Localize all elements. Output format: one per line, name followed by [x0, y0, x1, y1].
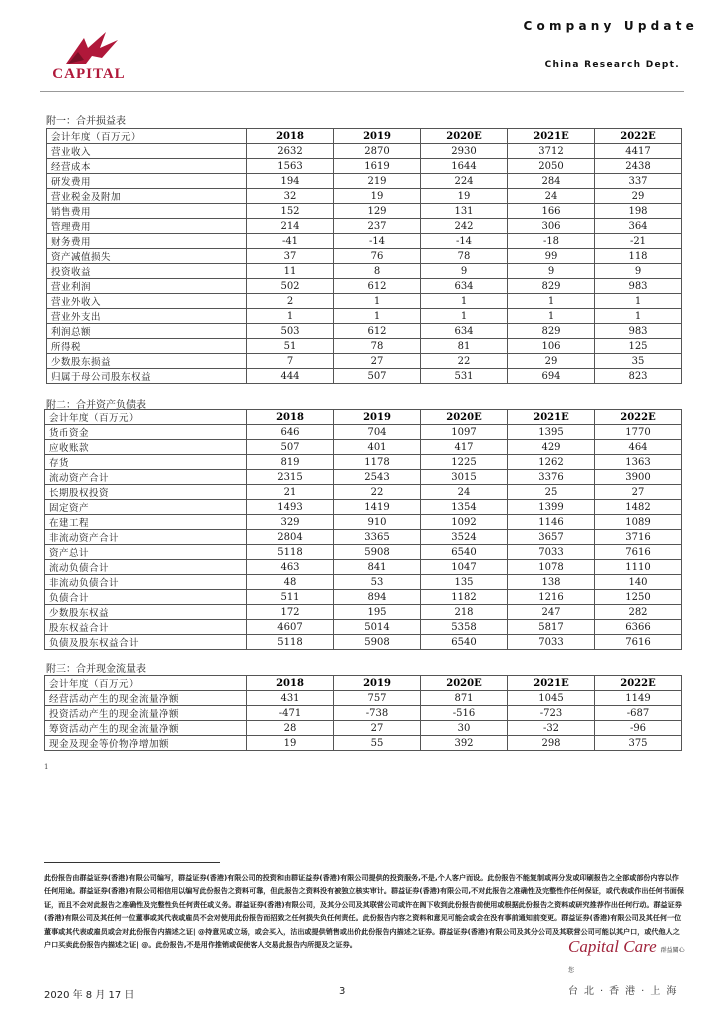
row-label-cell: 投资收益	[47, 264, 247, 279]
value-cell: 910	[334, 515, 421, 530]
value-cell: 392	[421, 736, 508, 751]
value-cell: 1097	[421, 425, 508, 440]
value-cell: 1	[595, 309, 682, 324]
value-cell: 1482	[595, 500, 682, 515]
value-cell: 8	[334, 264, 421, 279]
value-cell: 1644	[421, 159, 508, 174]
value-cell: 6540	[421, 635, 508, 650]
value-cell: 1078	[508, 560, 595, 575]
disclaimer-text: 此份报告由群益证券(香港)有限公司编写，群益证券(香港)有限公司的投资和由群证益券(香港)有限公司提供的投资服务,不是,个人客户而设。此份报告不能复制或再分发或印刷报告之全部或部份内容以作任何用途。群益证券(香港)有限公司相信用以编写此份报告之资料可靠，但此报告之资料没有被独立核实审计。群益证券(香港)有限公司,不对此报告之准确性及完整性作任何保证，或代表或作出任何书面保证，而且不会对此报告之准确性及完整性负任何责任或义务。群益证券(香港)有限公司，及其分公司及其联营公司或许在阁下收到此份报告前使用或根据此份报告之资料或研究推荐作出任何行动。群益证券(香港)有限公司及其任何一位董事或其代表或雇员不会对使用此份报告而招致之任何损失负任何责任。此份报告内容之资料和意见可能会或会在没有事前通知前变更。群益证券(香港)有限公司及其任何一位董事或其代表或雇员或会对此份报告内描述之证| @持意见或立场，或会买入，沽出或提供销售或出价此份报告内描述之证券。群益证券(香港)有限公司及其分公司及其联营公司可能以其户口，或代他人之户口买卖此份报告内描述之证| @。此份报告,不是用作推销或促使客人交易此报告内所提及之证券。	[44, 873, 684, 950]
header-year-cell: 2022E	[595, 129, 682, 144]
value-cell: 140	[595, 575, 682, 590]
row-label-cell: 应收账款	[45, 440, 247, 455]
table-row	[47, 219, 682, 234]
value-cell: 531	[421, 369, 508, 384]
value-cell: 894	[334, 590, 421, 605]
row-label-cell: 固定资产	[45, 500, 247, 515]
row-label-cell: 非流动资产合计	[45, 530, 247, 545]
value-cell: 35	[595, 354, 682, 369]
value-cell: -18	[508, 234, 595, 249]
value-cell: -14	[334, 234, 421, 249]
balance-sheet-table	[44, 409, 682, 650]
value-cell: 5817	[508, 620, 595, 635]
value-cell: 3376	[508, 470, 595, 485]
page-number: 3	[339, 986, 346, 997]
table-row	[47, 294, 682, 309]
value-cell: 25	[508, 485, 595, 500]
value-cell: 5118	[247, 635, 334, 650]
value-cell: 503	[247, 324, 334, 339]
table-row	[45, 575, 682, 590]
value-cell: 32	[247, 189, 334, 204]
value-cell: 983	[595, 324, 682, 339]
value-cell: 871	[421, 691, 508, 706]
value-cell: 29	[508, 354, 595, 369]
value-cell: 5014	[334, 620, 421, 635]
row-label-cell: 负债合计	[45, 590, 247, 605]
value-cell: 1089	[595, 515, 682, 530]
value-cell: 78	[421, 249, 508, 264]
brand-script: Capital Care	[568, 937, 657, 956]
value-cell: 1395	[508, 425, 595, 440]
value-cell: 247	[508, 605, 595, 620]
table-row	[47, 324, 682, 339]
row-label-cell: 少数股东损益	[47, 354, 247, 369]
value-cell: 2	[247, 294, 334, 309]
table-row	[45, 635, 682, 650]
header-year-cell: 2021E	[508, 676, 595, 691]
value-cell: 983	[595, 279, 682, 294]
table-row	[47, 159, 682, 174]
header-label-cell: 会计年度（百万元）	[45, 676, 247, 691]
value-cell: 76	[334, 249, 421, 264]
row-label-cell: 筹资活动产生的现金流量净额	[45, 721, 247, 736]
value-cell: 612	[334, 279, 421, 294]
value-cell: 823	[595, 369, 682, 384]
table-row	[45, 440, 682, 455]
capital-care-brand	[568, 937, 686, 997]
value-cell: 7616	[595, 635, 682, 650]
header-year-cell: 2020E	[421, 129, 508, 144]
row-label-cell: 营业税金及附加	[47, 189, 247, 204]
value-cell: 242	[421, 219, 508, 234]
value-cell: 401	[334, 440, 421, 455]
row-label-cell: 非流动负债合计	[45, 575, 247, 590]
row-label-cell: 存货	[45, 455, 247, 470]
row-label-cell: 研发费用	[47, 174, 247, 189]
value-cell: 463	[247, 560, 334, 575]
value-cell: 757	[334, 691, 421, 706]
table-header-row	[45, 410, 682, 425]
value-cell: 6366	[595, 620, 682, 635]
value-cell: 53	[334, 575, 421, 590]
value-cell: 28	[247, 721, 334, 736]
table-row	[47, 354, 682, 369]
value-cell: 131	[421, 204, 508, 219]
value-cell: 27	[334, 721, 421, 736]
cashflow-statement-title: 附三：合并现金流量表	[46, 664, 146, 675]
value-cell: 2315	[247, 470, 334, 485]
table-row	[47, 309, 682, 324]
header-year-cell: 2018	[247, 676, 334, 691]
value-cell: 4417	[595, 144, 682, 159]
value-cell: 1	[421, 309, 508, 324]
value-cell: 646	[247, 425, 334, 440]
value-cell: 634	[421, 324, 508, 339]
header-year-cell: 2020E	[421, 676, 508, 691]
value-cell: 118	[595, 249, 682, 264]
table-row	[45, 425, 682, 440]
value-cell: 224	[421, 174, 508, 189]
value-cell: 218	[421, 605, 508, 620]
value-cell: 431	[247, 691, 334, 706]
table-row	[45, 545, 682, 560]
value-cell: 1092	[421, 515, 508, 530]
value-cell: 429	[508, 440, 595, 455]
value-cell: 1	[334, 294, 421, 309]
value-cell: 464	[595, 440, 682, 455]
value-cell: 1	[595, 294, 682, 309]
capital-logo	[44, 30, 134, 82]
value-cell: 5118	[247, 545, 334, 560]
value-cell: 375	[595, 736, 682, 751]
value-cell: 1047	[421, 560, 508, 575]
value-cell: 7033	[508, 545, 595, 560]
value-cell: 1419	[334, 500, 421, 515]
value-cell: -738	[334, 706, 421, 721]
table-row	[45, 455, 682, 470]
value-cell: 7616	[595, 545, 682, 560]
row-label-cell: 负债及股东权益合计	[45, 635, 247, 650]
value-cell: 694	[508, 369, 595, 384]
value-cell: 1	[334, 309, 421, 324]
value-cell: 22	[421, 354, 508, 369]
header-year-cell: 2019	[334, 410, 421, 425]
row-label-cell: 股东权益合计	[45, 620, 247, 635]
table-row	[45, 530, 682, 545]
table-row	[45, 515, 682, 530]
value-cell: 1	[421, 294, 508, 309]
value-cell: 1178	[334, 455, 421, 470]
table-header-row	[47, 129, 682, 144]
value-cell: 21	[247, 485, 334, 500]
value-cell: 1216	[508, 590, 595, 605]
header-year-cell: 2018	[247, 410, 334, 425]
value-cell: 337	[595, 174, 682, 189]
value-cell: 2632	[247, 144, 334, 159]
row-label-cell: 利润总额	[47, 324, 247, 339]
table-row	[47, 264, 682, 279]
value-cell: 3524	[421, 530, 508, 545]
row-label-cell: 归属于母公司股东权益	[47, 369, 247, 384]
row-label-cell: 营业利润	[47, 279, 247, 294]
header-year-cell: 2019	[334, 676, 421, 691]
value-cell: 507	[247, 440, 334, 455]
value-cell: 195	[334, 605, 421, 620]
value-cell: 3657	[508, 530, 595, 545]
value-cell: 125	[595, 339, 682, 354]
value-cell: 1182	[421, 590, 508, 605]
table-row	[47, 234, 682, 249]
value-cell: 1225	[421, 455, 508, 470]
value-cell: 81	[421, 339, 508, 354]
row-label-cell: 少数股东权益	[45, 605, 247, 620]
table-row	[45, 470, 682, 485]
brand-slogan: 群益關心您	[568, 947, 685, 974]
logo-text: CAPITAL	[52, 66, 126, 82]
value-cell: 841	[334, 560, 421, 575]
value-cell: 507	[334, 369, 421, 384]
value-cell: 1619	[334, 159, 421, 174]
row-label-cell: 流动负债合计	[45, 560, 247, 575]
value-cell: 6540	[421, 545, 508, 560]
value-cell: 5908	[334, 545, 421, 560]
value-cell: -96	[595, 721, 682, 736]
value-cell: 1	[508, 294, 595, 309]
value-cell: 417	[421, 440, 508, 455]
value-cell: 11	[247, 264, 334, 279]
value-cell: 1250	[595, 590, 682, 605]
value-cell: 1110	[595, 560, 682, 575]
value-cell: 3716	[595, 530, 682, 545]
value-cell: -41	[247, 234, 334, 249]
value-cell: 3015	[421, 470, 508, 485]
header-year-cell: 2021E	[508, 129, 595, 144]
table-row	[45, 691, 682, 706]
row-label-cell: 货币资金	[45, 425, 247, 440]
row-label-cell: 资产总计	[45, 545, 247, 560]
value-cell: 3365	[334, 530, 421, 545]
value-cell: 1770	[595, 425, 682, 440]
value-cell: 829	[508, 279, 595, 294]
footnote-divider	[44, 862, 220, 863]
value-cell: 2543	[334, 470, 421, 485]
row-label-cell: 现金及现金等价物净增加额	[45, 736, 247, 751]
header-label-cell: 会计年度（百万元）	[45, 410, 247, 425]
value-cell: 819	[247, 455, 334, 470]
value-cell: 2930	[421, 144, 508, 159]
value-cell: 1149	[595, 691, 682, 706]
value-cell: 1146	[508, 515, 595, 530]
value-cell: 364	[595, 219, 682, 234]
value-cell: 1493	[247, 500, 334, 515]
row-label-cell: 营业收入	[47, 144, 247, 159]
report-type-title: Company Update	[523, 19, 698, 33]
value-cell: 1363	[595, 455, 682, 470]
value-cell: 9	[421, 264, 508, 279]
value-cell: 284	[508, 174, 595, 189]
value-cell: 24	[421, 485, 508, 500]
header-year-cell: 2022E	[595, 410, 682, 425]
table-row	[45, 736, 682, 751]
value-cell: 329	[247, 515, 334, 530]
value-cell: 19	[247, 736, 334, 751]
header-label-cell: 会计年度（百万元）	[47, 129, 247, 144]
header-year-cell: 2019	[334, 129, 421, 144]
value-cell: 19	[334, 189, 421, 204]
table-row	[45, 706, 682, 721]
table-row	[45, 590, 682, 605]
value-cell: 135	[421, 575, 508, 590]
header-year-cell: 2021E	[508, 410, 595, 425]
table-row	[47, 249, 682, 264]
value-cell: 237	[334, 219, 421, 234]
value-cell: 3712	[508, 144, 595, 159]
table-row	[47, 174, 682, 189]
value-cell: 7	[247, 354, 334, 369]
value-cell: 37	[247, 249, 334, 264]
value-cell: -687	[595, 706, 682, 721]
row-label-cell: 营业外支出	[47, 309, 247, 324]
table-row	[45, 500, 682, 515]
brand-cities: 台北·香港·上海	[568, 986, 683, 997]
value-cell: 5358	[421, 620, 508, 635]
row-label-cell: 流动资产合计	[45, 470, 247, 485]
table-row	[45, 605, 682, 620]
row-label-cell: 销售费用	[47, 204, 247, 219]
table-row	[47, 204, 682, 219]
value-cell: 9	[508, 264, 595, 279]
value-cell: 1	[247, 309, 334, 324]
footnote-marker: 1	[44, 763, 49, 771]
value-cell: 29	[595, 189, 682, 204]
value-cell: 106	[508, 339, 595, 354]
department-subtitle: China Research Dept.	[544, 60, 680, 70]
value-cell: 612	[334, 324, 421, 339]
value-cell: 30	[421, 721, 508, 736]
header-divider	[40, 91, 684, 92]
value-cell: 24	[508, 189, 595, 204]
value-cell: 1045	[508, 691, 595, 706]
value-cell: 1399	[508, 500, 595, 515]
value-cell: 511	[247, 590, 334, 605]
value-cell: 634	[421, 279, 508, 294]
value-cell: 172	[247, 605, 334, 620]
value-cell: 3900	[595, 470, 682, 485]
value-cell: 829	[508, 324, 595, 339]
row-label-cell: 管理费用	[47, 219, 247, 234]
value-cell: 4607	[247, 620, 334, 635]
value-cell: -21	[595, 234, 682, 249]
table-row	[45, 485, 682, 500]
value-cell: 48	[247, 575, 334, 590]
table-row	[47, 279, 682, 294]
value-cell: 194	[247, 174, 334, 189]
value-cell: 2050	[508, 159, 595, 174]
value-cell: 444	[247, 369, 334, 384]
row-label-cell: 经营活动产生的现金流量净额	[45, 691, 247, 706]
value-cell: -471	[247, 706, 334, 721]
value-cell: 219	[334, 174, 421, 189]
report-date: 2020 年 8 月 17 日	[44, 990, 135, 1001]
row-label-cell: 资产减值损失	[47, 249, 247, 264]
value-cell: 55	[334, 736, 421, 751]
value-cell: 704	[334, 425, 421, 440]
row-label-cell: 在建工程	[45, 515, 247, 530]
value-cell: 152	[247, 204, 334, 219]
row-label-cell: 财务费用	[47, 234, 247, 249]
value-cell: 502	[247, 279, 334, 294]
header-year-cell: 2018	[247, 129, 334, 144]
value-cell: -32	[508, 721, 595, 736]
table-row	[45, 721, 682, 736]
row-label-cell: 营业外收入	[47, 294, 247, 309]
eagle-logo-icon	[44, 30, 134, 70]
row-label-cell: 投资活动产生的现金流量净额	[45, 706, 247, 721]
value-cell: 129	[334, 204, 421, 219]
value-cell: 138	[508, 575, 595, 590]
value-cell: 298	[508, 736, 595, 751]
value-cell: 5908	[334, 635, 421, 650]
value-cell: 1354	[421, 500, 508, 515]
table-row	[45, 620, 682, 635]
table-row	[47, 189, 682, 204]
balance-sheet-title: 附二：合并资产负债表	[46, 400, 146, 411]
value-cell: 1563	[247, 159, 334, 174]
row-label-cell: 长期股权投资	[45, 485, 247, 500]
table-row	[47, 369, 682, 384]
value-cell: 2438	[595, 159, 682, 174]
value-cell: 22	[334, 485, 421, 500]
value-cell: 78	[334, 339, 421, 354]
value-cell: 27	[334, 354, 421, 369]
income-statement-table	[46, 128, 682, 384]
value-cell: 1262	[508, 455, 595, 470]
value-cell: 198	[595, 204, 682, 219]
value-cell: -14	[421, 234, 508, 249]
value-cell: 2804	[247, 530, 334, 545]
table-row	[47, 339, 682, 354]
value-cell: 2870	[334, 144, 421, 159]
table-header-row	[45, 676, 682, 691]
value-cell: 27	[595, 485, 682, 500]
value-cell: 214	[247, 219, 334, 234]
header-year-cell: 2020E	[421, 410, 508, 425]
row-label-cell: 经营成本	[47, 159, 247, 174]
value-cell: 19	[421, 189, 508, 204]
table-row	[47, 144, 682, 159]
cashflow-statement-table	[44, 675, 682, 751]
header-year-cell: 2022E	[595, 676, 682, 691]
value-cell: 1	[508, 309, 595, 324]
value-cell: 9	[595, 264, 682, 279]
value-cell: 306	[508, 219, 595, 234]
value-cell: 7033	[508, 635, 595, 650]
value-cell: 99	[508, 249, 595, 264]
table-row	[45, 560, 682, 575]
value-cell: -723	[508, 706, 595, 721]
income-statement-title: 附一：合并损益表	[46, 116, 126, 127]
value-cell: 166	[508, 204, 595, 219]
value-cell: -516	[421, 706, 508, 721]
value-cell: 282	[595, 605, 682, 620]
row-label-cell: 所得税	[47, 339, 247, 354]
value-cell: 51	[247, 339, 334, 354]
